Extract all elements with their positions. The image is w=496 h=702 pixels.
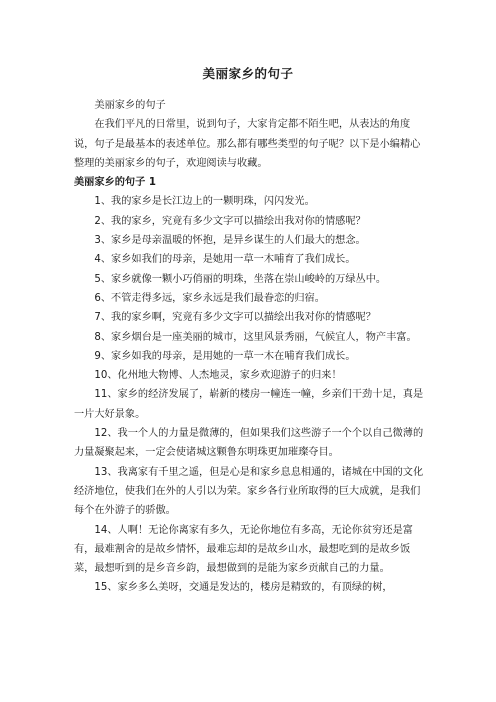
- list-item: 10、化州地大物博、人杰地灵，家乡欢迎游子的归来！: [94, 370, 342, 382]
- intro-paragraph: 在我们平凡的日常里，说到句子，大家肯定都不陌生吧，从表达的角度说，句子是最基本的表述单位。那么都有哪些类型的句子呢？以下是小编精心整理的美丽家乡的句子，欢迎阅读与收藏。: [74, 119, 421, 169]
- document-body: [74, 96, 429, 598]
- intro-heading: 美丽家乡的句子: [94, 100, 166, 111]
- list-item: 5、家乡就像一颗小巧俏丽的明珠，坐落在崇山峻岭的万绿丛中。: [94, 273, 387, 285]
- list-item: 14、人啊！无论你离家有多久，无论你地位有多高，无论你贫穷还是富有，最难割舍的是故乡情怀，最难忘却的是故乡山水，最想吃到的是故乡饭菜，最想听到的是乡音乡韵，最想做到的是能为家乡贡献自己的力量。: [74, 524, 413, 575]
- list-item: 4、家乡如我们的母亲，是她用一草一木哺育了我们成长。: [94, 254, 356, 266]
- list-item: 1、我的家乡是长江边上的一颗明珠，闪闪发光。: [94, 196, 315, 208]
- list-item: 6、不管走得多远，家乡永远是我们最眷恋的归宿。: [94, 292, 325, 304]
- list-item: 2、我的家乡，究竟有多少文字可以描绘出我对你的情感呢？: [94, 215, 366, 227]
- list-item: 13、我离家有千里之遥，但是心是和家乡息息相通的，诸城在中国的文化经济地位，使我们在外的人引以为荣。家乡各行业所取得的巨大成就，是我们每个在外游子的骄傲。: [74, 466, 424, 517]
- list-item: 9、家乡如我的母亲，是用她的一草一木在哺育我们成长。: [94, 350, 356, 362]
- list-item: 3、家乡是母亲温暖的怀抱，是异乡谋生的人们最大的想念。: [94, 235, 366, 247]
- list-item: 11、家乡的经济发展了，崭新的楼房一幢连一幢，乡亲们干劲十足，真是一片大好景象。: [74, 389, 424, 420]
- section-heading: 美丽家乡的句子 1: [74, 177, 156, 189]
- list-item: 7、我的家乡啊，究竟有多少文字可以描绘出我对你的情感呢？: [94, 312, 376, 324]
- list-item: 12、我一个人的力量是微薄的，但如果我们这些游子一个个以自己微薄的力量凝聚起来，一定会使诸城这颗鲁东明珠更加璀璨夺目。: [74, 428, 424, 459]
- document-title: 美丽家乡的句子: [202, 66, 294, 81]
- list-item: 8、家乡烟台是一座美丽的城市，这里风景秀丽，气候宜人，物产丰富。: [94, 331, 417, 343]
- list-item: 15、家乡多么美呀，交通是发达的，楼房是精致的，有顶绿的树，: [94, 582, 393, 594]
